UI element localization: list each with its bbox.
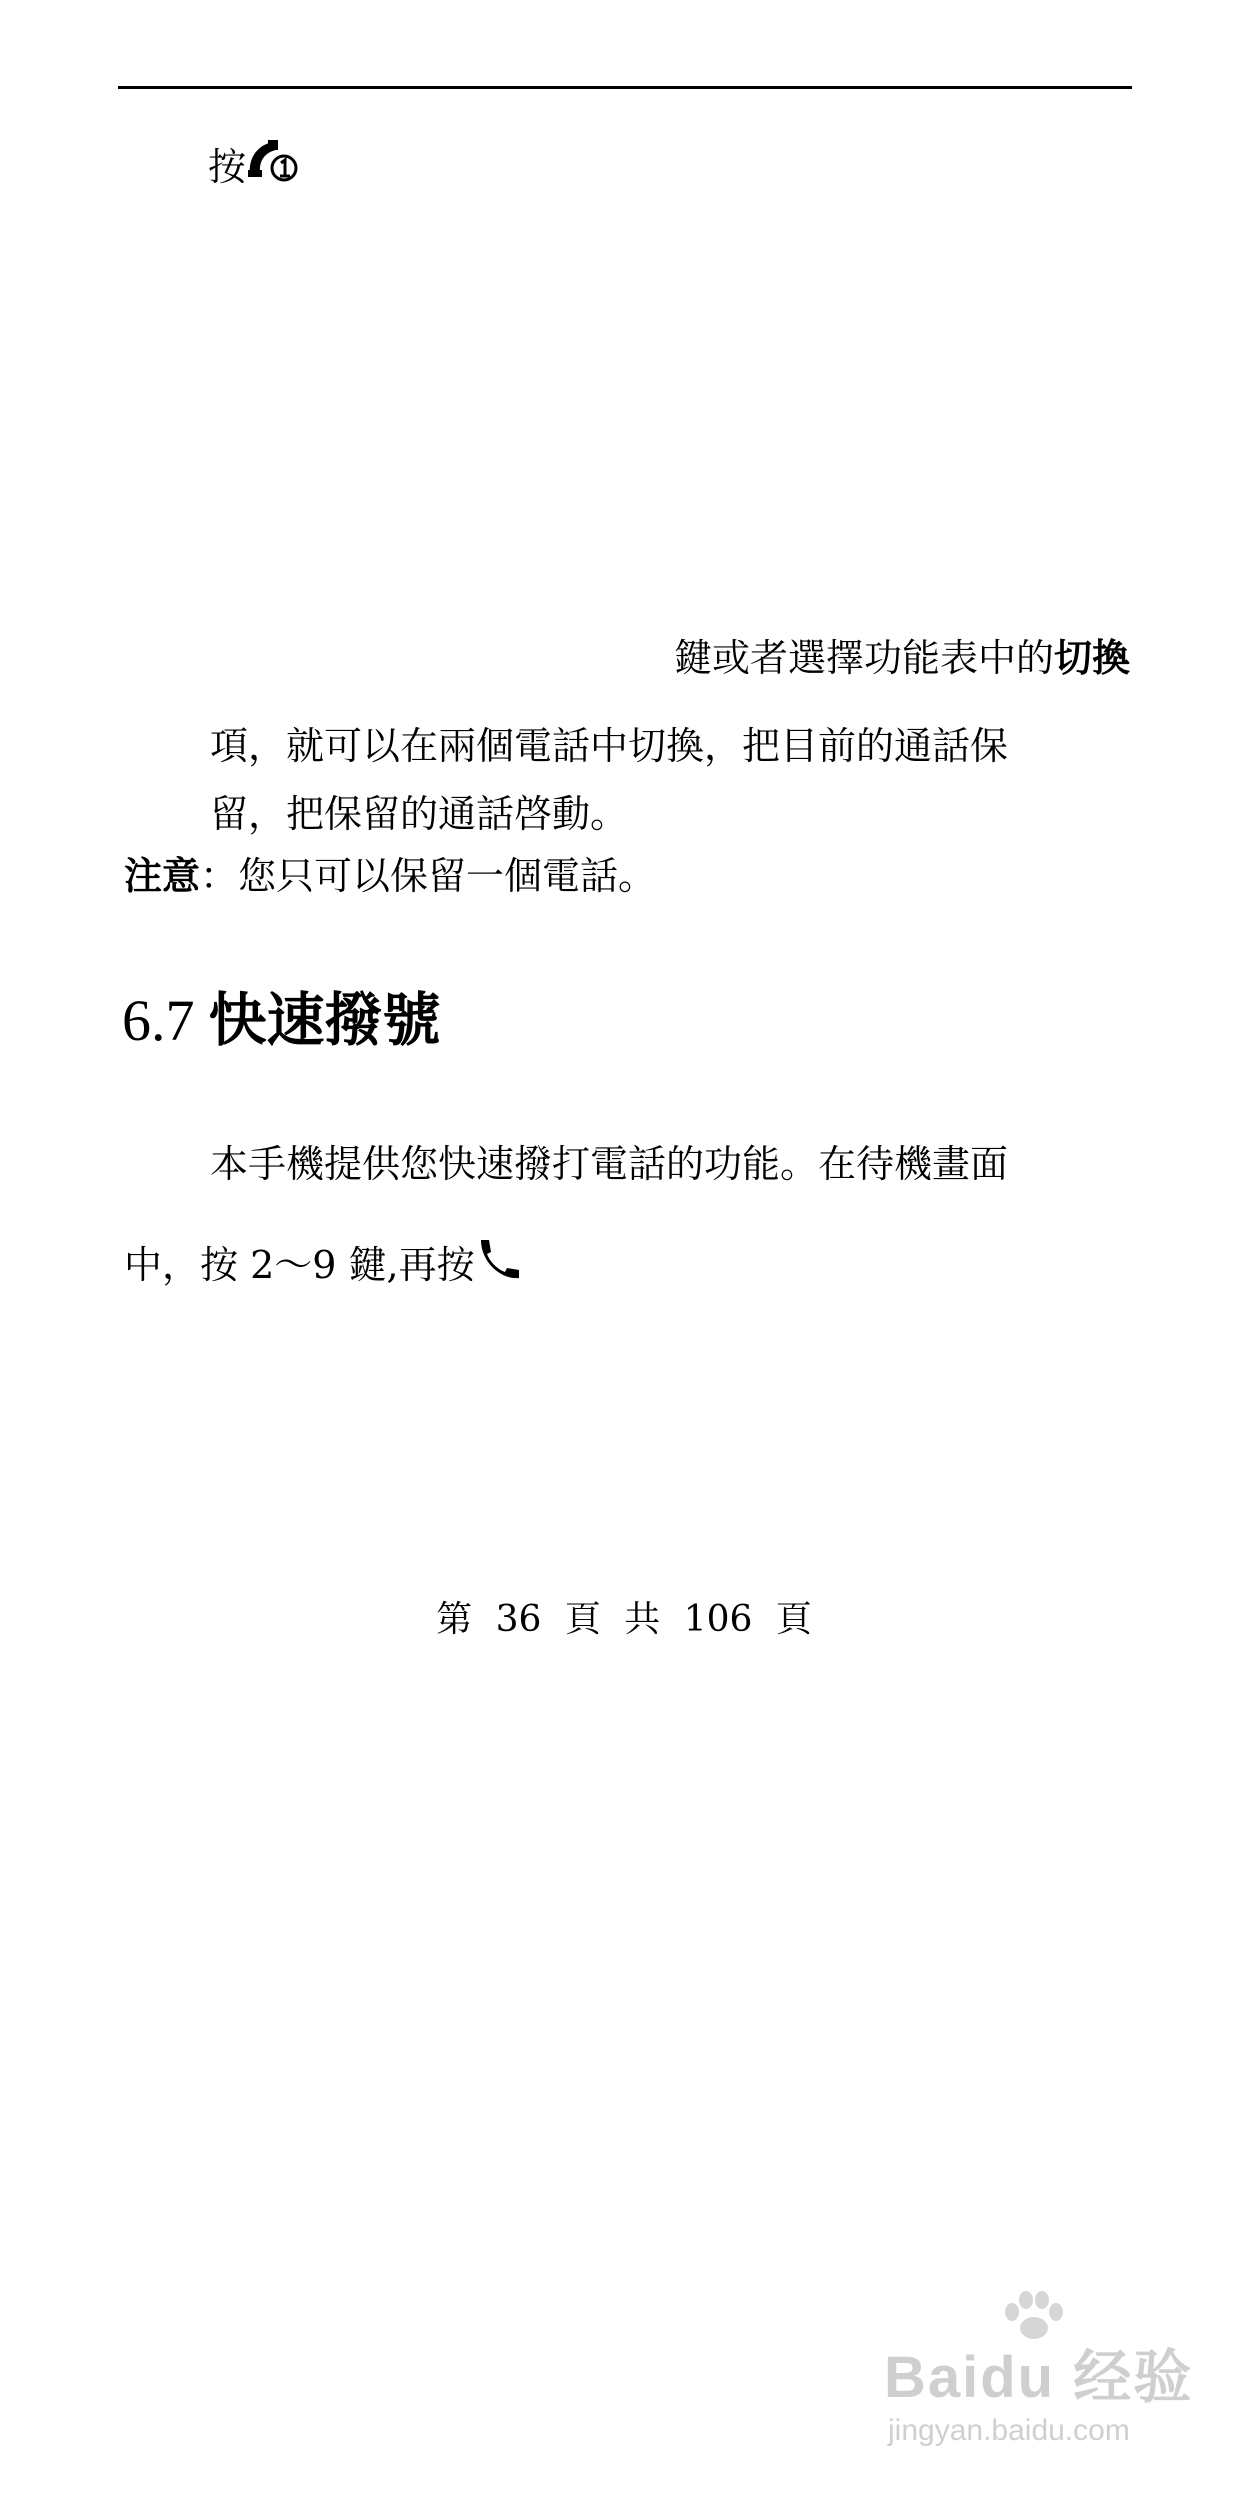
- section-number: 6.7: [122, 988, 195, 1053]
- note-text: ：您只可以保留一個電話。: [200, 854, 657, 898]
- note-label: 注意: [124, 853, 201, 898]
- section-heading: [122, 985, 441, 1056]
- instruction-line-1: [208, 136, 300, 197]
- instruction-line-4: 留，把保留的通話啓動。: [210, 792, 629, 836]
- paragraph-line-1: 本手機提供您快速撥打電話的功能。在待機畫面: [210, 1142, 1009, 1186]
- paragraph-text: 中，按 2～9 鍵,再按: [124, 1243, 475, 1287]
- instruction-text: 按: [208, 145, 247, 189]
- paragraph-line-2: [124, 1238, 525, 1295]
- note-line: [124, 852, 656, 900]
- switch-term: 切換: [1053, 635, 1130, 680]
- instruction-text: 鍵或者選擇功能表中的: [673, 636, 1054, 680]
- phone-call-key-icon: [475, 1238, 525, 1295]
- watermark-logo: Baidu 经验: [884, 2345, 1194, 2410]
- phone-hold-key-icon: [246, 136, 300, 197]
- watermark-url: jingyan.baidu.com: [888, 2414, 1130, 2447]
- instruction-line-3: 項，就可以在兩個電話中切換，把目前的通話保: [210, 724, 1009, 768]
- page-footer: 第 36 頁 共 106 頁: [436, 1599, 812, 1640]
- baidu-watermark: [878, 2290, 1208, 2470]
- instruction-line-2: [674, 634, 1130, 682]
- section-title: 快速撥號: [208, 986, 441, 1054]
- header-rule: [118, 86, 1132, 89]
